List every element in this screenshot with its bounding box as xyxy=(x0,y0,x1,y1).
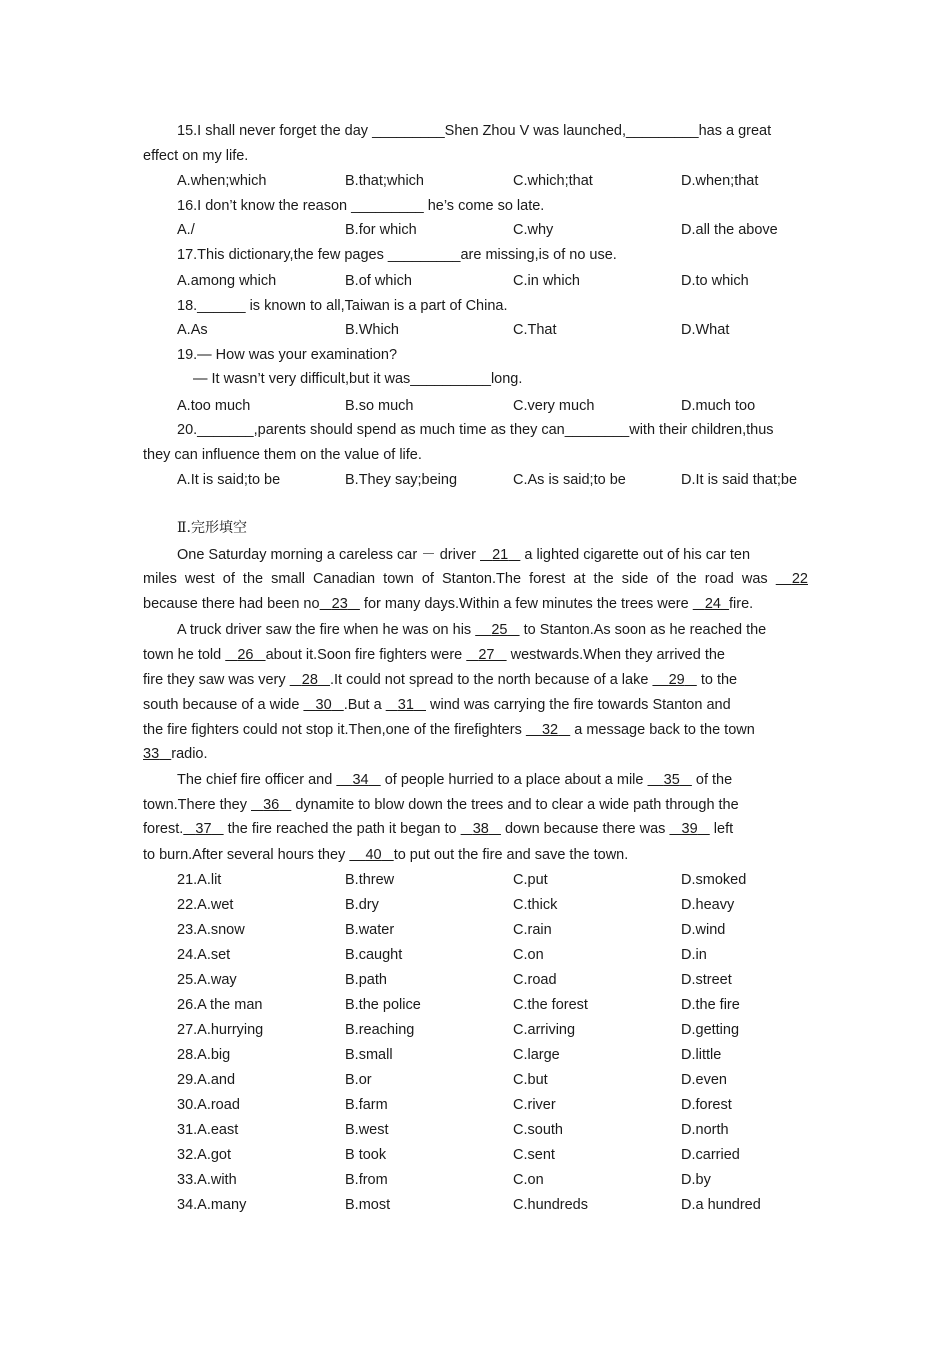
choice-option: B.from xyxy=(345,1172,388,1188)
blank-31 xyxy=(386,697,426,713)
choice-row xyxy=(177,1070,817,1090)
choice-option: D.north xyxy=(681,1122,729,1138)
choice-row xyxy=(177,1120,817,1140)
question-15-options xyxy=(177,171,817,191)
option-d: D.all the above xyxy=(681,222,778,238)
blank-30 xyxy=(303,697,343,713)
blank-34 xyxy=(336,772,380,788)
passage-text: to burn.After several hours they xyxy=(143,847,350,863)
blank-40 xyxy=(349,847,393,863)
choice-option: C.rain xyxy=(513,922,552,938)
passage-text: for many days.Within a few minutes the trees were xyxy=(359,596,693,612)
blank-27 xyxy=(466,647,506,663)
passage-text: A truck driver saw the fire when he was on his xyxy=(177,622,476,638)
blank-number: 37 xyxy=(195,821,212,837)
choice-option: B took xyxy=(345,1147,387,1163)
choice-row xyxy=(177,945,817,965)
choice-row xyxy=(177,920,817,940)
question-16-stem: 16.I don’t know the reason _________ he’s come so late. xyxy=(177,198,545,214)
blank-38 xyxy=(461,821,501,837)
passage-text: because there had been no xyxy=(143,596,320,612)
option-b: B.so much xyxy=(345,398,414,414)
blank-number: 26 xyxy=(237,647,254,663)
choice-option: 28.A.big xyxy=(177,1047,231,1063)
choice-option: 24.A.set xyxy=(177,947,231,963)
blank-39 xyxy=(669,821,709,837)
blank-25 xyxy=(475,622,519,638)
choice-option: 26.A the man xyxy=(177,997,263,1013)
choice-row xyxy=(177,970,817,990)
choice-option: D.by xyxy=(681,1172,711,1188)
option-d: D.to which xyxy=(681,273,749,289)
option-b: B.of which xyxy=(345,273,412,289)
blank-number: 23 xyxy=(331,596,348,612)
choice-option: B.water xyxy=(345,922,395,938)
choice-option: C.put xyxy=(513,872,548,888)
passage-text: a message back to the town xyxy=(570,722,755,738)
passage-text: One Saturday morning a careless car － driver xyxy=(177,547,481,563)
blank-33 xyxy=(143,746,171,762)
choice-option: 21.A.lit xyxy=(177,872,222,888)
question-19-stem: 19.— How was your examination? xyxy=(177,347,398,363)
blank-23 xyxy=(320,596,360,612)
option-c: C.As is said;to be xyxy=(513,472,626,488)
question-20-options xyxy=(177,470,817,490)
passage-text: to the xyxy=(696,672,738,688)
choice-option: B.or xyxy=(345,1072,372,1088)
passage-text: left xyxy=(709,821,734,837)
choice-option: B.dry xyxy=(345,897,379,913)
choice-row xyxy=(177,995,817,1015)
choice-option: C.hundreds xyxy=(513,1197,588,1213)
question-18-options xyxy=(177,320,817,340)
choice-option: C.sent xyxy=(513,1147,555,1163)
passage-text: town.There they xyxy=(143,797,251,813)
choice-row xyxy=(177,870,817,890)
blank-32 xyxy=(526,722,570,738)
choice-option: C.on xyxy=(513,947,544,963)
blank-36 xyxy=(251,797,291,813)
option-c: C.which;that xyxy=(513,173,593,189)
passage-text: south because of a wide xyxy=(143,697,304,713)
passage-line xyxy=(143,594,808,614)
blank-35 xyxy=(648,772,692,788)
option-c: C.That xyxy=(513,322,557,338)
choice-option: 34.A.many xyxy=(177,1197,247,1213)
option-a: A.among which xyxy=(177,273,277,289)
blank-number: 30 xyxy=(315,697,332,713)
option-c: C.in which xyxy=(513,273,580,289)
passage-text: .But a xyxy=(343,697,386,713)
choice-option: 22.A.wet xyxy=(177,897,234,913)
option-d: D.when;that xyxy=(681,173,759,189)
choice-row xyxy=(177,895,817,915)
passage-line xyxy=(143,620,842,640)
passage-text: dynamite to blow down the trees and to clear a wide path through the xyxy=(291,797,739,813)
choice-option: B.farm xyxy=(345,1097,388,1113)
blank-number: 40 xyxy=(365,847,382,863)
option-b: B.for which xyxy=(345,222,417,238)
choice-option: C.on xyxy=(513,1172,544,1188)
passage-text: radio. xyxy=(171,746,208,762)
choice-option: 25.A.way xyxy=(177,972,237,988)
question-15-stem: 15.I shall never forget the day _________Shen Zhou V was launched,_________has a great xyxy=(177,123,772,139)
question-19-options xyxy=(177,396,817,416)
choice-option: 31.A.east xyxy=(177,1122,239,1138)
choice-option: C.road xyxy=(513,972,557,988)
question-17-stem: 17.This dictionary,the few pages _________are missing,is of no use. xyxy=(177,247,617,263)
blank-28 xyxy=(290,672,330,688)
choice-option: 27.A.hurrying xyxy=(177,1022,264,1038)
passage-text: westwards.When they arrived the xyxy=(506,647,725,663)
passage-text: miles west of the small Canadian town of Stanton.The forest at the side of the road was xyxy=(143,571,776,587)
choice-row xyxy=(177,1020,817,1040)
passage-text: .It could not spread to the north because of a lake xyxy=(330,672,653,688)
choice-option: D.heavy xyxy=(681,897,735,913)
blank-number: 38 xyxy=(472,821,489,837)
passage-text: down because there was xyxy=(500,821,670,837)
option-a: A.It is said;to be xyxy=(177,472,281,488)
choice-option: B.west xyxy=(345,1122,389,1138)
blank-number: 28 xyxy=(301,672,318,688)
passage-line xyxy=(143,545,842,565)
choice-option: 33.A.with xyxy=(177,1172,237,1188)
passage-text: The chief fire officer and xyxy=(177,772,337,788)
choice-option: D.street xyxy=(681,972,732,988)
option-a: A.too much xyxy=(177,398,251,414)
blank-26 xyxy=(225,647,265,663)
choice-option: B.caught xyxy=(345,947,403,963)
choice-option: D.little xyxy=(681,1047,722,1063)
passage-text: fire they saw was very xyxy=(143,672,290,688)
blank-number: 32 xyxy=(541,722,559,738)
choice-option: 29.A.and xyxy=(177,1072,236,1088)
choice-row xyxy=(177,1195,817,1215)
option-a: A.when;which xyxy=(177,173,267,189)
choice-option: D.a hundred xyxy=(681,1197,761,1213)
blank-number: 22 xyxy=(791,571,808,587)
blank-number: 34 xyxy=(352,772,369,788)
passage-line xyxy=(143,645,808,665)
option-a: A.As xyxy=(177,322,208,338)
passage-text: about it.Soon fire fighters were xyxy=(265,647,467,663)
passage-text: fire. xyxy=(729,596,754,612)
choice-option: D.smoked xyxy=(681,872,747,888)
blank-21 xyxy=(480,547,520,563)
choice-option: D.getting xyxy=(681,1022,740,1038)
blank-number: 33 xyxy=(143,746,160,762)
choice-option: B.threw xyxy=(345,872,395,888)
section-heading: Ⅱ.完形填空 xyxy=(177,520,247,536)
choice-option: D.carried xyxy=(681,1147,740,1163)
passage-text: a lighted cigarette out of his car ten xyxy=(520,547,751,563)
option-c: C.why xyxy=(513,222,554,238)
choice-option: 32.A.got xyxy=(177,1147,232,1163)
choice-option: C.south xyxy=(513,1122,563,1138)
choice-option: D.wind xyxy=(681,922,726,938)
option-d: D.much too xyxy=(681,398,756,414)
question-17-options xyxy=(177,271,817,291)
option-b: B.Which xyxy=(345,322,399,338)
blank-number: 24 xyxy=(704,596,721,612)
choice-option: C.thick xyxy=(513,897,558,913)
passage-text: forest. xyxy=(143,821,184,837)
passage-line xyxy=(143,795,808,815)
question-15-stem-cont: effect on my life. xyxy=(143,148,249,164)
passage-line xyxy=(143,695,808,715)
passage-line xyxy=(143,819,808,839)
question-20-stem-cont: they can influence them on the value of life. xyxy=(143,447,422,463)
choice-option: 30.A.road xyxy=(177,1097,240,1113)
blank-number: 29 xyxy=(668,672,685,688)
option-d: D.What xyxy=(681,322,730,338)
choice-option: B.path xyxy=(345,972,387,988)
blank-number: 36 xyxy=(263,797,280,813)
passage-text: wind was carrying the fire towards Stanton and xyxy=(426,697,731,713)
passage-text: of people hurried to a place about a mile xyxy=(380,772,648,788)
question-19-reply: — It wasn’t very difficult,but it was__________long. xyxy=(193,371,523,387)
choice-option: D.the fire xyxy=(681,997,740,1013)
choice-option: B.small xyxy=(345,1047,393,1063)
blank-number: 35 xyxy=(663,772,680,788)
blank-number: 21 xyxy=(492,547,509,563)
blank-24 xyxy=(693,596,729,612)
choice-option: C.arriving xyxy=(513,1022,576,1038)
passage-line xyxy=(143,770,842,790)
choice-option: 23.A.snow xyxy=(177,922,245,938)
blank-number: 31 xyxy=(397,697,414,713)
question-18-stem: 18.______ is known to all,Taiwan is a part of China. xyxy=(177,298,508,314)
choice-option: D.forest xyxy=(681,1097,732,1113)
choice-option: B.reaching xyxy=(345,1022,415,1038)
choice-row xyxy=(177,1095,817,1115)
passage-line xyxy=(143,720,808,740)
blank-number: 39 xyxy=(681,821,698,837)
blank-37 xyxy=(183,821,223,837)
choice-row xyxy=(177,1170,817,1190)
choice-row xyxy=(177,1145,817,1165)
option-a: A./ xyxy=(177,222,195,238)
option-d: D.It is said that;be xyxy=(681,472,798,488)
passage-text: the fire reached the path it began to xyxy=(223,821,461,837)
option-b: B.They say;being xyxy=(345,472,458,488)
passage-text: to put out the fire and save the town. xyxy=(393,847,629,863)
passage-line xyxy=(143,569,808,589)
option-c: C.very much xyxy=(513,398,595,414)
choice-option: D.even xyxy=(681,1072,727,1088)
blank-29 xyxy=(652,672,696,688)
choice-option: C.large xyxy=(513,1047,560,1063)
choice-option: C.river xyxy=(513,1097,556,1113)
choice-option: B.most xyxy=(345,1197,391,1213)
blank-number: 27 xyxy=(478,647,495,663)
passage-text: to Stanton.As soon as he reached the xyxy=(519,622,767,638)
passage-line xyxy=(143,845,808,865)
choice-option: D.in xyxy=(681,947,707,963)
passage-line xyxy=(143,670,808,690)
choice-option: B.the police xyxy=(345,997,421,1013)
question-16-options xyxy=(177,220,817,240)
choice-option: C.the forest xyxy=(513,997,588,1013)
option-b: B.that;which xyxy=(345,173,424,189)
passage-text: of the xyxy=(691,772,733,788)
blank-22 xyxy=(776,571,808,587)
passage-line xyxy=(143,744,808,764)
passage-text: town he told xyxy=(143,647,226,663)
choice-option: C.but xyxy=(513,1072,548,1088)
passage-text: the fire fighters could not stop it.Then,one of the firefighters xyxy=(143,722,526,738)
question-20-stem: 20._______,parents should spend as much time as they can________with their children,thus xyxy=(177,422,774,438)
blank-number: 25 xyxy=(491,622,508,638)
choice-row xyxy=(177,1045,817,1065)
